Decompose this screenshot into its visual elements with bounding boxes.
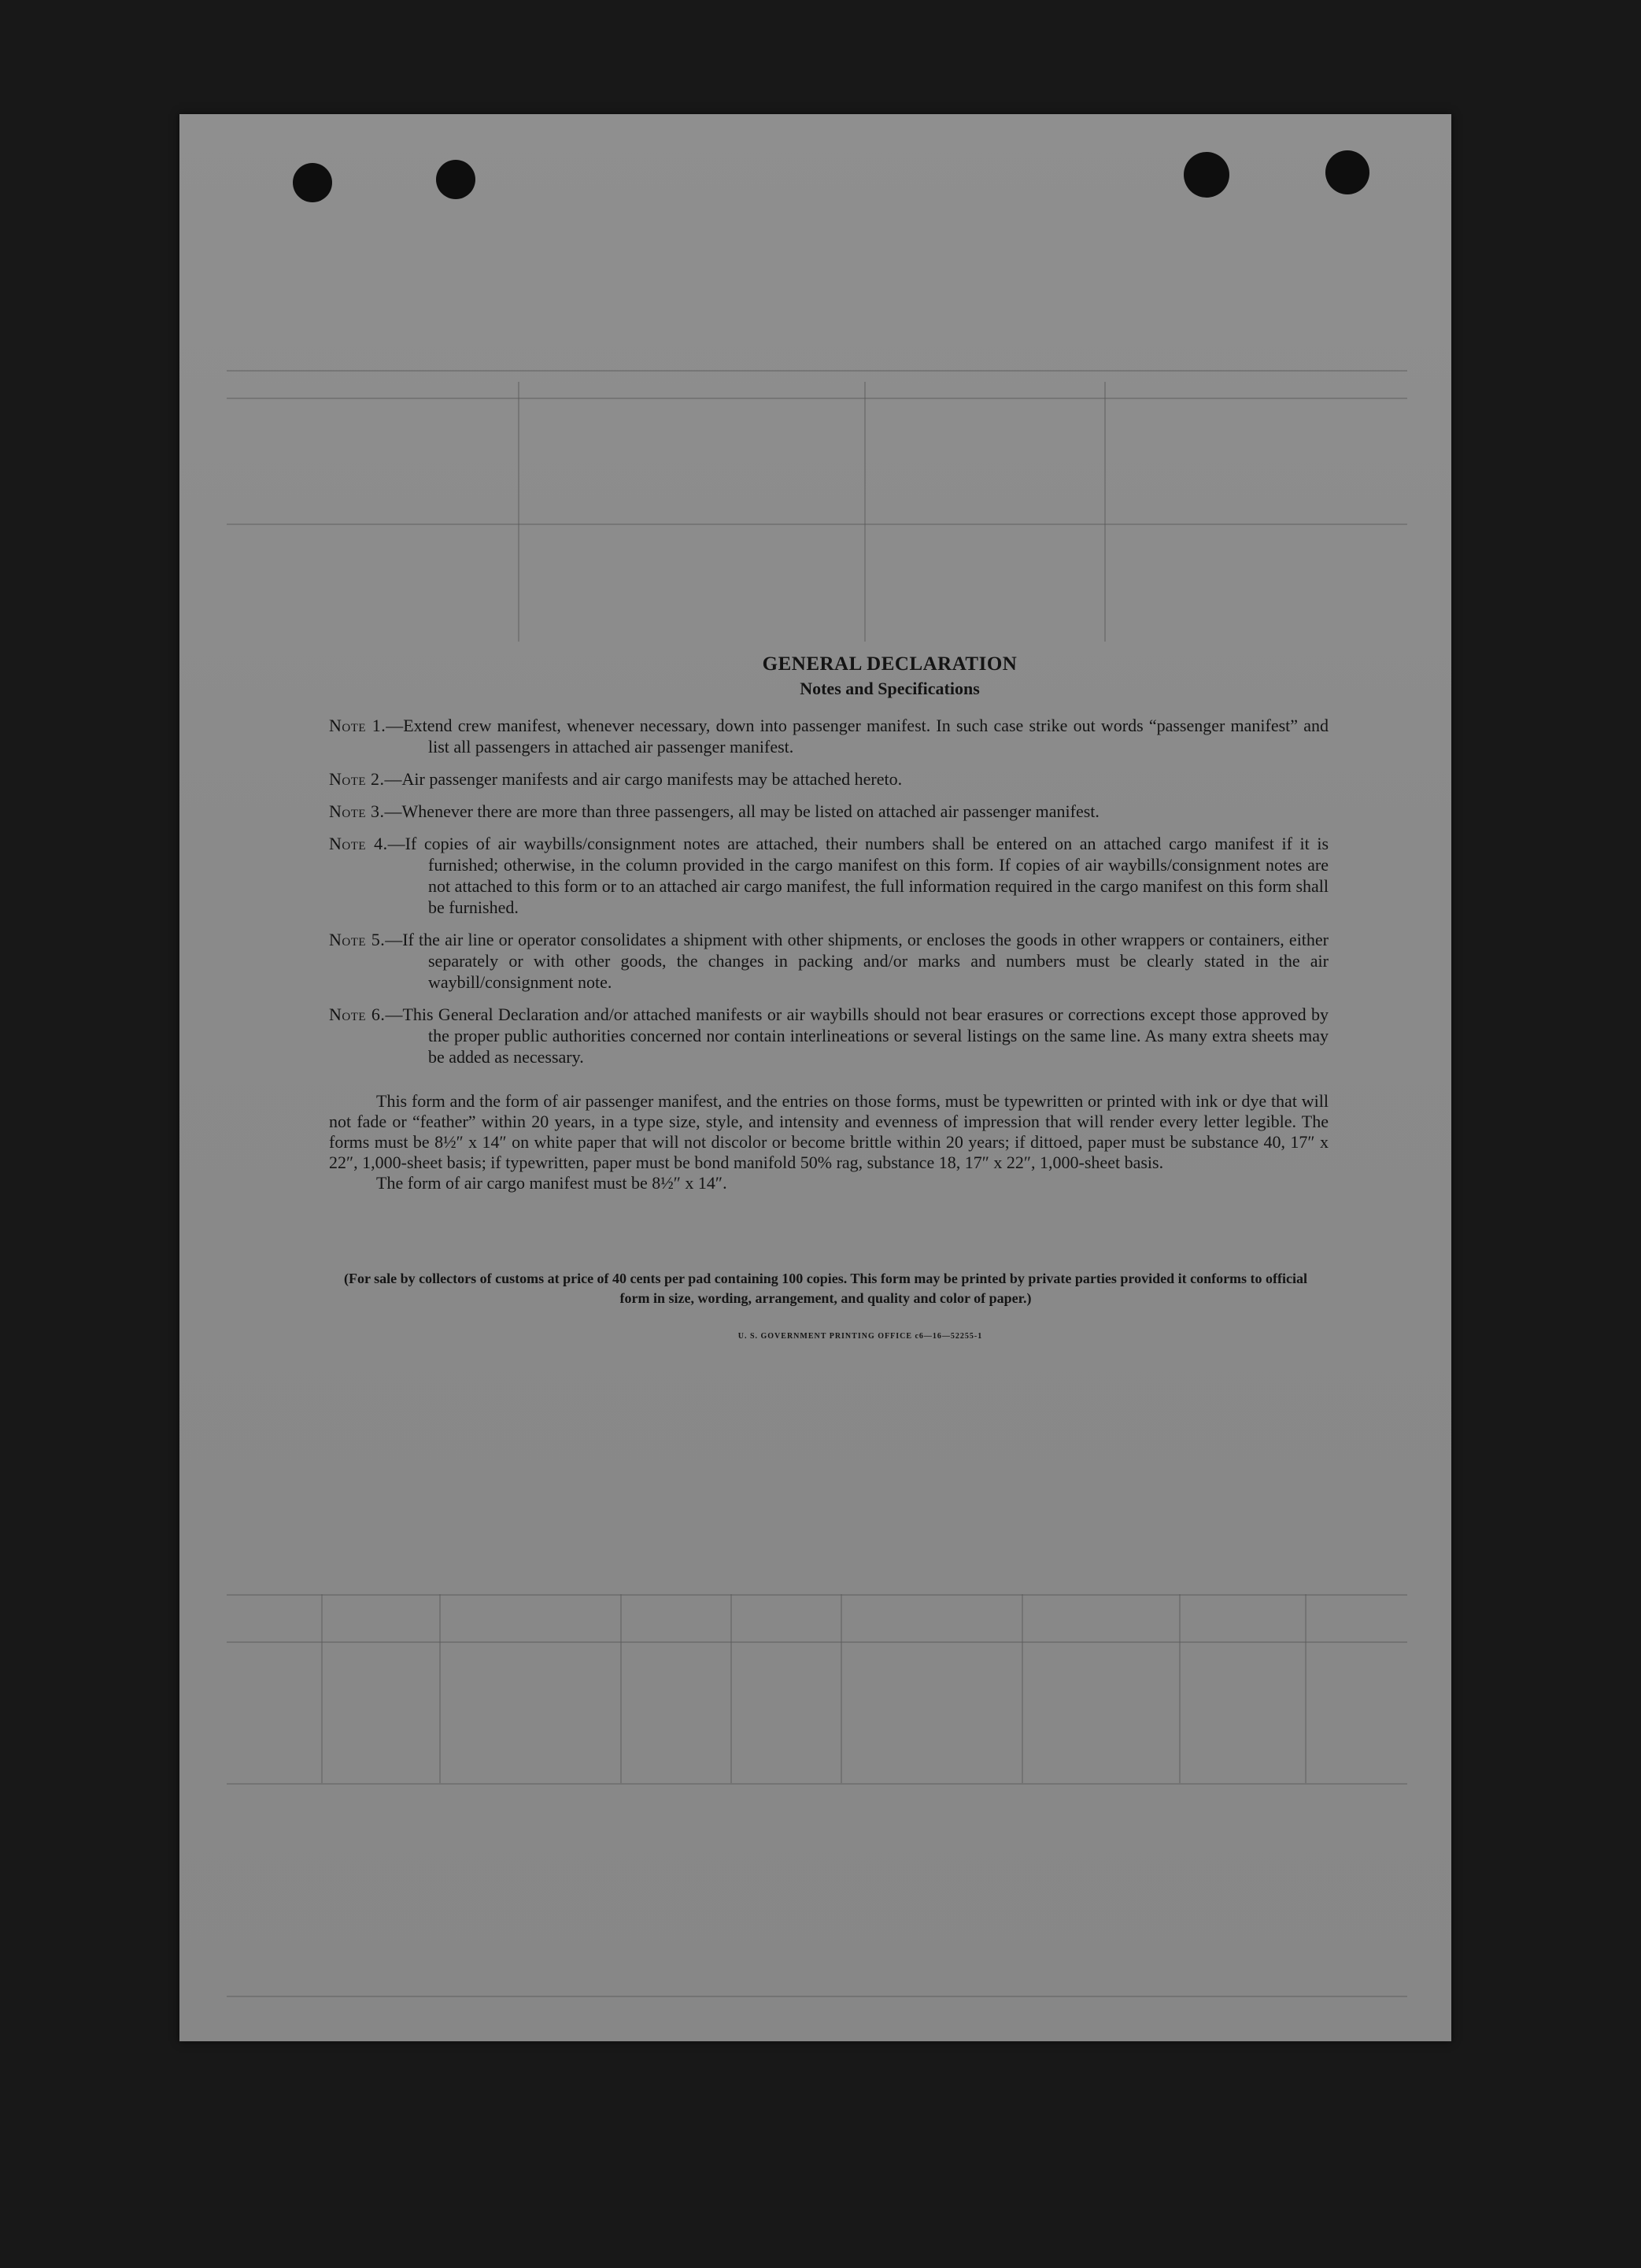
sale-note: (For sale by collectors of customs at price of 40 cents per pad containing 100 copies. This form may be printed by private parties provided it conforms to official form in size, wording, arrangement, and quality and color of paper.)	[343, 1271, 1308, 1306]
bleed-through-line	[227, 524, 1407, 525]
document-title: GENERAL DECLARATION	[762, 653, 1018, 675]
bleed-through-line	[227, 1996, 1407, 1997]
note-item	[329, 715, 1329, 757]
note-text: —Extend crew manifest, whenever necessary, down into passenger manifest. In such case strike out words “passenger manifest” and list all passengers in attached air passenger manifest.	[386, 716, 1329, 757]
bleed-through-line	[227, 398, 1407, 399]
note-text: —If the air line or operator consolidates a shipment with other shipments, or encloses the goods in other wrappers or containers, either separately or with other goods, the changes in packing and/or marks and numbers must be clearly stated in the air waybill/consignment note.	[385, 930, 1329, 992]
bleed-through-line	[227, 1783, 1407, 1785]
bleed-through-line	[841, 1594, 842, 1783]
note-text: —If copies of air waybills/consignment notes are attached, their numbers shall be entered on an attached cargo manifest if it is furnished; otherwise, in the column provided in the cargo manifest on this form. If copies of air waybills/consignment notes are not attached to this form or to an attached air cargo manifest, the full information required in the cargo manifest on this form shall be furnished.	[387, 834, 1329, 917]
note-item	[329, 1004, 1329, 1067]
punch-hole	[293, 163, 332, 202]
bleed-through-line	[227, 370, 1407, 372]
note-text: —Air passenger manifests and air cargo manifests may be attached hereto.	[384, 769, 903, 789]
punch-hole	[1325, 150, 1369, 194]
notes-list	[329, 715, 1329, 1067]
note-item	[329, 801, 1329, 822]
note-item	[329, 929, 1329, 993]
cargo-manifest-size-note: The form of air cargo manifest must be 8½″ x 14″.	[376, 1173, 727, 1193]
note-label: Note 4.	[329, 834, 388, 853]
notes-section	[329, 653, 1329, 1341]
bleed-through-line	[1022, 1594, 1023, 1783]
note-label: Note 3.	[329, 801, 385, 821]
bleed-through-line	[227, 1594, 1407, 1596]
note-text: —Whenever there are more than three passengers, all may be listed on attached air passenger manifest.	[384, 801, 1100, 821]
bleed-through-line	[1179, 1594, 1181, 1783]
bleed-through-line	[730, 1594, 732, 1783]
bleed-through-line	[1305, 1594, 1307, 1783]
bleed-through-line	[439, 1594, 441, 1783]
note-label: Note 6.	[329, 1005, 386, 1024]
document-subtitle: Notes and Specifications	[800, 679, 980, 698]
note-text: —This General Declaration and/or attached manifests or air waybills should not bear erasures or corrections except those approved by the proper public authorities concerned nor contain interlineations or several listings on the same line. As many extra sheets may be added as necessary.	[385, 1005, 1329, 1067]
bleed-through-line	[620, 1594, 622, 1783]
bleed-through-line	[227, 1641, 1407, 1643]
note-item	[329, 768, 1329, 790]
bleed-through-line	[518, 382, 519, 642]
bleed-through-line	[321, 1594, 323, 1783]
note-label: Note 2.	[329, 769, 385, 789]
printing-office-line: U. S. GOVERNMENT PRINTING OFFICE c6—16—52255-1	[737, 1332, 983, 1341]
punch-hole	[436, 160, 475, 199]
document-page	[179, 114, 1451, 2041]
punch-hole	[1184, 152, 1229, 198]
bleed-through-line	[1104, 382, 1106, 642]
note-item	[329, 833, 1329, 918]
note-label: Note 5.	[329, 930, 386, 949]
specification-paragraph: This form and the form of air passenger manifest, and the entries on those forms, must be typewritten or printed with ink or dye that will not fade or “feather” within 20 years, in a type size, style, and intensity and evenness of impression that will render every letter legible. The forms must be 8½″ x 14″ on white paper that will not discolor or become brittle within 20 years; if dittoed, paper must be substance 40, 17″ x 22″, 1,000-sheet basis; if typewritten, paper must be bond manifold 50% rag, substance 18, 17″ x 22″, 1,000-sheet basis.	[329, 1091, 1329, 1172]
bleed-through-line	[864, 382, 866, 642]
note-label: Note 1.	[329, 716, 386, 735]
